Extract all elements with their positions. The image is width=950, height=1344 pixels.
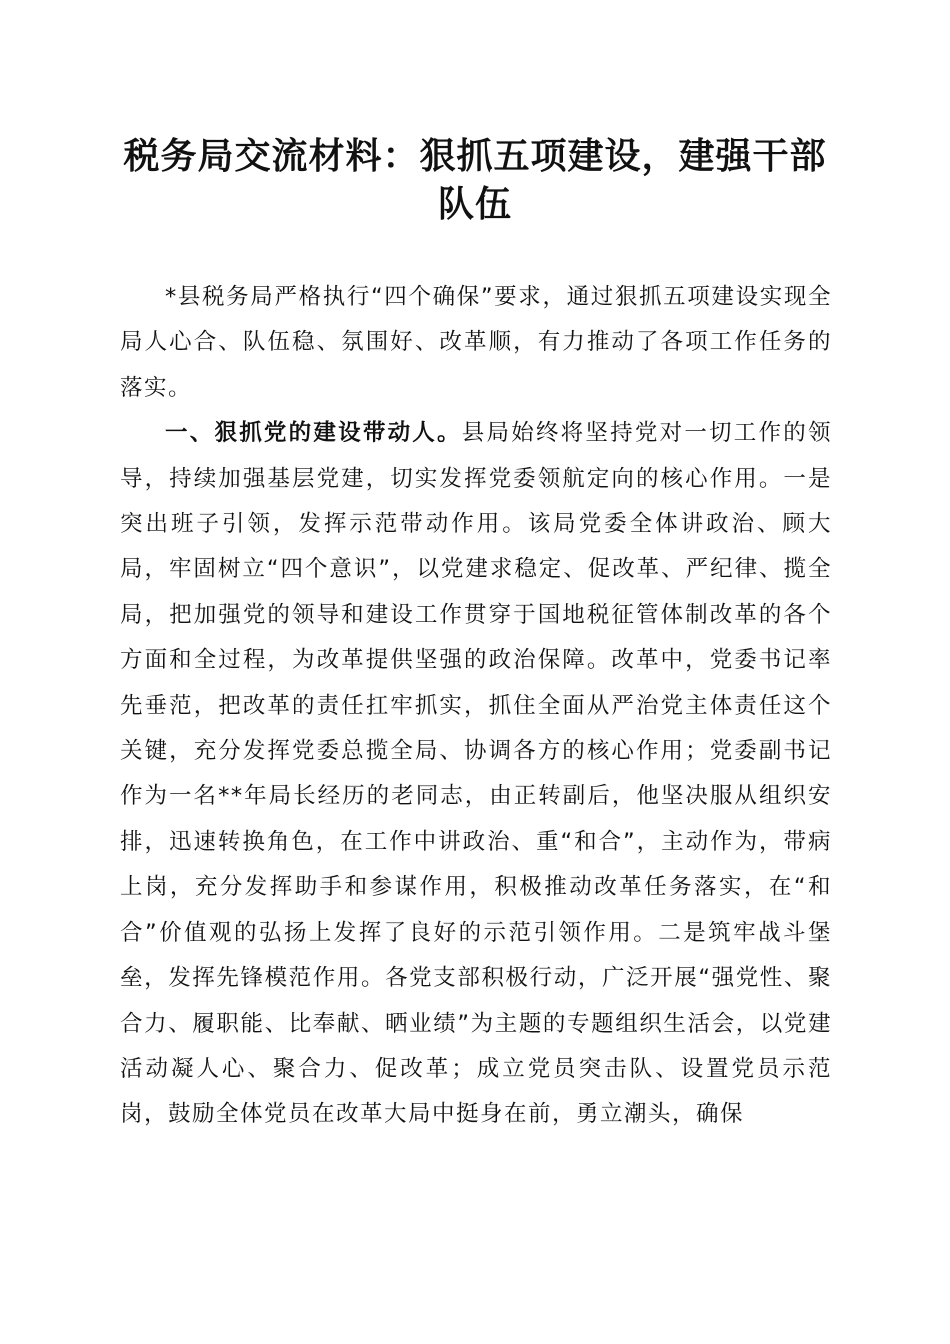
intro-paragraph-text: *县税务局严格执行“四个确保”要求，通过狠抓五项建设实现全局人心合、队伍稳、氛围好、改革顺，有力推动了各项工作任务的落实。 [120, 284, 832, 401]
document-body [120, 275, 832, 1138]
intro-paragraph [120, 275, 832, 411]
section-one-text: 县局始终将坚持党对一切工作的领导，持续加强基层党建，切实发挥党委领航定向的核心作用。一是突出班子引领，发挥示范带动作用。该局党委全体讲政治、顾大局，牢固树立“四个意识”，以党建求稳定、促改革、严纪律、揽全局，把加强党的领导和建设工作贯穿于国地税征管体制改革的各个方面和全过程，为改革提供坚强的政治保障。改革中，党委书记率先垂范，把改革的责任扛牢抓实，抓住全面从严治党主体责任这个关键，充分发挥党委总揽全局、协调各方的核心作用；党委副书记作为一名**年局长经历的老同志，由正转副后，他坚决服从组织安排，迅速转换角色，在工作中讲政治、重“和合”，主动作为，带病上岗，充分发挥助手和参谋作用，积极推动改革任务落实，在“和合”价值观的弘扬上发挥了良好的示范引领作用。二是筑牢战斗堡垒，发挥先锋模范作用。各党支部积极行动，广泛开展“强党性、聚合力、履职能、比奉献、晒业绩”为主题的专题组织生活会，以党建活动凝人心、聚合力、促改革；成立党员突击队、设置党员示范岗，鼓励全体党员在改革大局中挺身在前，勇立潮头，确保 [120, 420, 832, 1128]
document-title: 税务局交流材料：狠抓五项建设，建强干部队伍 [123, 135, 827, 225]
section-one-heading: 一、狠抓党的建设带动人。 [165, 420, 462, 447]
section-one-paragraph [120, 411, 832, 1138]
